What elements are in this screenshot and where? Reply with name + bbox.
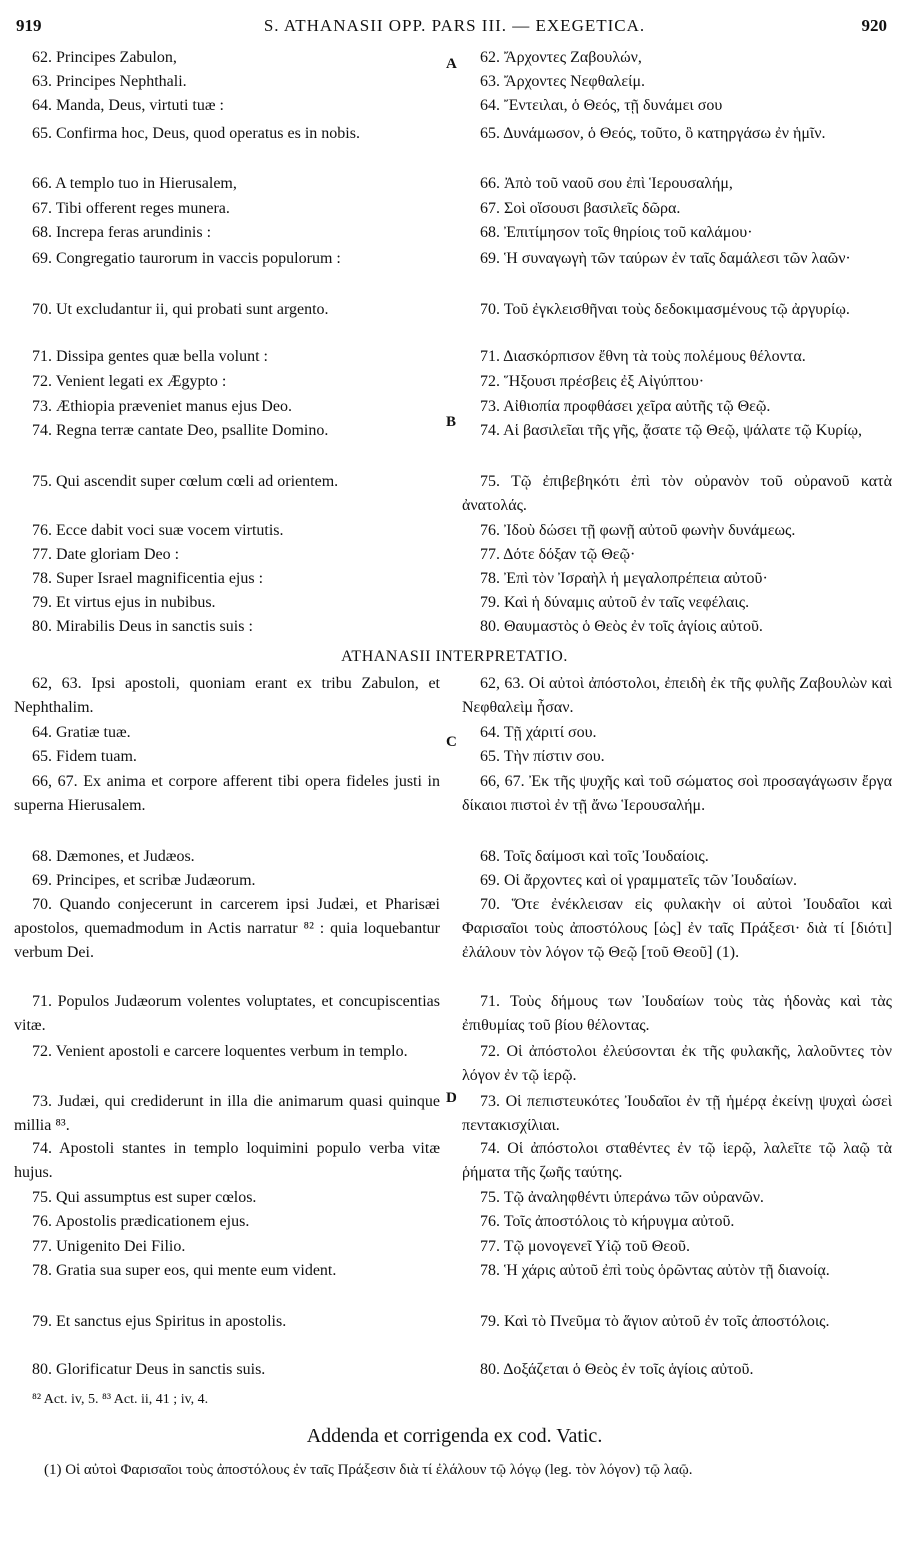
- greek-column-cell: [462, 745, 892, 769]
- greek-verse-text: 77. Δότε δόξαν τῷ Θεῷ·: [480, 546, 636, 563]
- latin-verse-text: 78. Super Israel magnificentia ejus :: [32, 570, 264, 587]
- latin-column-cell: [14, 1210, 440, 1234]
- greek-verse-text: 71. Τοὺς δήμους των Ἰουδαίων τοὺς τὰς ἡδονὰς καὶ τὰς ἐπιθυμίας τοῦ βίου θέλοντας.: [462, 993, 892, 1034]
- greek-verse-text: 63. Ἄρχοντες Νεφθαλείμ.: [480, 73, 646, 90]
- greek-verse-text: 73. Αἰθιοπία προφθάσει χεῖρα αὐτῆς τῷ Θεῷ.: [480, 398, 771, 415]
- latin-column-cell: [14, 1259, 440, 1283]
- greek-verse-text: 74. Αἱ βασιλεῖαι τῆς γῆς, ᾄσατε τῷ Θεῷ, ψάλατε τῷ Κυρίῳ,: [480, 422, 863, 439]
- greek-verse-text: 70. Τοῦ ἐγκλεισθῆναι τοὺς δεδοκιμασμένους τῷ ἀργυρίῳ.: [480, 301, 850, 318]
- latin-column-cell: [14, 122, 440, 146]
- latin-verse-text: 64. Manda, Deus, virtuti tuæ :: [32, 97, 224, 114]
- greek-column-cell: [462, 893, 892, 965]
- greek-verse-text: 77. Τῷ μονογενεῖ Υἱῷ τοῦ Θεοῦ.: [480, 1238, 690, 1255]
- latin-column-cell: [14, 94, 440, 118]
- latin-column-cell: [14, 1310, 440, 1334]
- latin-verse-text: 77. Unigenito Dei Filio.: [32, 1238, 186, 1255]
- latin-column-cell: [14, 197, 440, 221]
- latin-column-cell: [14, 893, 440, 965]
- latin-column-cell: [14, 470, 440, 494]
- greek-column-cell: [462, 543, 892, 567]
- greek-verse-text: 76. Τοῖς ἀποστόλοις τὸ κήρυγμα αὐτοῦ.: [480, 1213, 735, 1230]
- latin-verse-text: 79. Et virtus ejus in nubibus.: [32, 594, 216, 611]
- latin-verse-text: 76. Ecce dabit voci suæ vocem virtutis.: [32, 522, 284, 539]
- margin-mark-b: B: [446, 414, 457, 430]
- greek-column-cell: [462, 197, 892, 221]
- greek-verse-text: 71. Διασκόρπισον ἔθνη τὰ τοὺς πολέμους θέλοντα.: [480, 348, 806, 365]
- latin-column-cell: [14, 70, 440, 94]
- latin-column-cell: [14, 567, 440, 591]
- margin-mark-c: C: [446, 734, 457, 750]
- greek-column-cell: [462, 1210, 892, 1234]
- latin-verse-text: 77. Date gloriam Deo :: [32, 546, 180, 563]
- latin-verse-text: 69. Principes, et scribæ Judæorum.: [32, 872, 256, 889]
- page-number-right: 920: [861, 16, 887, 35]
- greek-verse-text: 72. Ἥξουσι πρέσβεις ἐξ Αἰγύπτου·: [480, 373, 705, 390]
- latin-column-cell: [14, 845, 440, 869]
- margin-mark-a: A: [446, 56, 457, 72]
- latin-column-cell: [14, 519, 440, 543]
- greek-verse-text: 78. Ἐπὶ τὸν Ἰσραὴλ ἡ μεγαλοπρέπεια αὐτοῦ·: [480, 570, 768, 587]
- greek-column-cell: [462, 990, 892, 1038]
- latin-column-cell: [14, 1090, 440, 1138]
- latin-verse-text: 63. Principes Nephthali.: [32, 73, 187, 90]
- greek-column-cell: [462, 298, 892, 322]
- greek-column-cell: [462, 247, 892, 271]
- greek-verse-text: 76. Ἰδοὺ δώσει τῇ φωνῇ αὐτοῦ φωνὴν δυνάμεως.: [480, 522, 796, 539]
- margin-mark-d: D: [446, 1090, 457, 1106]
- greek-verse-text: 62, 63. Οἱ αὐτοὶ ἀπόστολοι, ἐπειδὴ ἐκ τῆς φυλῆς Ζαβουλὼν καὶ Νεφθαλεὶμ ἦσαν.: [462, 675, 892, 716]
- greek-column-cell: [462, 615, 892, 639]
- latin-column-cell: [14, 1040, 440, 1064]
- page-number-left: 919: [16, 16, 42, 35]
- latin-verse-text: 66. A templo tuo in Hierusalem,: [32, 175, 237, 192]
- greek-verse-text: 62. Ἄρχοντες Ζαβουλών,: [480, 49, 642, 66]
- greek-column-cell: [462, 1186, 892, 1210]
- latin-column-cell: [14, 370, 440, 394]
- greek-column-cell: [462, 1235, 892, 1259]
- latin-column-cell: [14, 1358, 440, 1382]
- greek-verse-text: 75. Τῷ ἀναληφθέντι ὑπεράνω τῶν οὐρανῶν.: [480, 1189, 764, 1206]
- latin-column-cell: [14, 721, 440, 745]
- greek-verse-text: 66, 67. Ἐκ τῆς ψυχῆς καὶ τοῦ σώματος σοὶ προσαγάγωσιν ἔργα δίκαιοι πιστοὶ ἐν τῇ ἄνω Ἱερουσαλήμ.: [462, 773, 892, 814]
- latin-column-cell: [14, 395, 440, 419]
- latin-verse-text: 73. Æthiopia præveniet manus ejus Deo.: [32, 398, 292, 415]
- greek-verse-text: 68. Ἐπιτίμησον τοῖς θηρίοις τοῦ καλάμου·: [480, 224, 753, 241]
- latin-verse-text: 76. Apostolis prædicationem ejus.: [32, 1213, 250, 1230]
- greek-verse-text: 75. Τῷ ἐπιβεβηκότι ἐπὶ τὸν οὐρανὸν τοῦ οὐρανοῦ κατὰ ἀνατολάς.: [462, 473, 892, 514]
- latin-verse-text: 74. Apostoli stantes in templo loquimini populo verba vitæ hujus.: [14, 1140, 440, 1181]
- greek-verse-text: 79. Καὶ ἡ δύναμις αὐτοῦ ἐν ταῖς νεφέλαις.: [480, 594, 750, 611]
- greek-column-cell: [462, 845, 892, 869]
- greek-column-cell: [462, 345, 892, 369]
- latin-column-cell: [14, 221, 440, 245]
- greek-verse-text: 80. Θαυμαστὸς ὁ Θεὸς ἐν τοῖς ἁγίοις αὐτοῦ.: [480, 618, 763, 635]
- running-title: S. ATHANASII OPP. PARS III. — EXEGETICA.: [263, 16, 646, 35]
- latin-column-cell: [14, 869, 440, 893]
- latin-verse-text: 69. Congregatio taurorum in vaccis populorum :: [32, 250, 341, 267]
- greek-verse-text: 69. Ἡ συναγωγὴ τῶν ταύρων ἐν ταῖς δαμάλεσι τῶν λαῶν·: [480, 250, 851, 267]
- greek-column-cell: [462, 519, 892, 543]
- latin-verse-text: 80. Glorificatur Deus in sanctis suis.: [32, 1361, 266, 1378]
- latin-column-cell: [14, 543, 440, 567]
- greek-column-cell: [462, 122, 892, 146]
- greek-column-cell: [462, 591, 892, 615]
- greek-verse-text: 68. Τοῖς δαίμοσι καὶ τοῖς Ἰουδαίοις.: [480, 848, 709, 865]
- greek-column-cell: [462, 1358, 892, 1382]
- greek-column-cell: [462, 770, 892, 818]
- greek-verse-text: 73. Οἱ πεπιστευκότες Ἰουδαῖοι ἐν τῇ ἡμέρᾳ ἐκείνῃ ψυχαὶ ὡσεὶ πεντακισχίλιαι.: [462, 1093, 892, 1134]
- greek-verse-text: 64. Τῇ χάριτί σου.: [480, 724, 597, 741]
- greek-column-cell: [462, 172, 892, 196]
- latin-verse-text: 67. Tibi offerent reges munera.: [32, 200, 230, 217]
- latin-verse-text: 68. Dæmones, et Judæos.: [32, 848, 195, 865]
- greek-verse-text: 65. Δυνάμωσον, ὁ Θεός, τοῦτο, ὃ κατηργάσω ἐν ἡμῖν.: [480, 125, 826, 142]
- greek-column-cell: [462, 470, 892, 518]
- greek-verse-text: 70. Ὅτε ἐνέκλεισαν εἰς φυλακὴν οἱ αὐτοὶ Ἰουδαῖοι καὶ Φαρισαῖοι τοὺς ἀποστόλους [ὡς] ἐν ταῖς Πράξεσι· διὰ τί [διότι] ἐλάλουν τὸν λόγον τῷ Θεῷ [τοῦ Θεοῦ] (1).: [462, 896, 892, 961]
- latin-verse-text: 62. Principes Zabulon,: [32, 49, 177, 66]
- addenda-note: (1) Οἱ αὐτοὶ Φαρισαῖοι τοὺς ἀποστόλους ἐν ταῖς Πράξεσιν διὰ τί ἐλάλουν τῷ λόγῳ (leg. τὸν λόγον) τῷ λαῷ.: [44, 1462, 693, 1478]
- greek-column-cell: [462, 419, 892, 443]
- latin-column-cell: [14, 46, 440, 70]
- greek-verse-text: 79. Καὶ τὸ Πνεῦμα τὸ ἅγιον αὐτοῦ ἐν τοῖς ἀποστόλοις.: [480, 1313, 830, 1330]
- latin-verse-text: 72. Venient apostoli e carcere loquentes verbum in templo.: [32, 1043, 408, 1060]
- latin-verse-text: 73. Judæi, qui crediderunt in illa die animarum quasi quinque millia ⁸³.: [14, 1093, 440, 1134]
- latin-column-cell: [14, 1186, 440, 1210]
- latin-column-cell: [14, 298, 440, 322]
- latin-column-cell: [14, 419, 440, 443]
- latin-verse-text: 68. Increpa feras arundinis :: [32, 224, 212, 241]
- latin-verse-text: 62, 63. Ipsi apostoli, quoniam erant ex tribu Zabulon, et Nephthalim.: [14, 675, 440, 716]
- greek-column-cell: [462, 721, 892, 745]
- greek-verse-text: 72. Οἱ ἀπόστολοι ἐλεύσονται ἐκ τῆς φυλακῆς, λαλοῦντες τὸν λόγον ἐν τῷ ἱερῷ.: [462, 1043, 892, 1084]
- latin-verse-text: 72. Venient legati ex Ægypto :: [32, 373, 227, 390]
- latin-column-cell: [14, 1235, 440, 1259]
- greek-verse-text: 74. Οἱ ἀπόστολοι σταθέντες ἐν τῷ ἱερῷ, λαλεῖτε τῷ λαῷ τὰ ῥήματα τῆς ζωῆς ταύτης.: [462, 1140, 892, 1181]
- latin-verse-text: 70. Quando conjecerunt in carcerem ipsi Judæi, et Pharisæi apostolos, quemadmodum in Actis narratur ⁸² : quia loquebantur verbum Dei.: [14, 896, 440, 961]
- latin-verse-text: 71. Dissipa gentes quæ bella volunt :: [32, 348, 268, 365]
- greek-verse-text: 64. Ἔντειλαι, ὁ Θεός, τῇ δυνάμει σου: [480, 97, 723, 114]
- greek-column-cell: [462, 567, 892, 591]
- greek-column-cell: [462, 1259, 892, 1283]
- greek-column-cell: [462, 1090, 892, 1138]
- latin-verse-text: 75. Qui assumptus est super cœlos.: [32, 1189, 257, 1206]
- latin-verse-text: 70. Ut excludantur ii, qui probati sunt argento.: [32, 301, 329, 318]
- latin-verse-text: 71. Populos Judæorum volentes voluptates, et concupiscentias vitæ.: [14, 993, 440, 1034]
- greek-column-cell: [462, 395, 892, 419]
- greek-column-cell: [462, 221, 892, 245]
- latin-verse-text: 79. Et sanctus ejus Spiritus in apostolis.: [32, 1313, 287, 1330]
- latin-column-cell: [14, 1137, 440, 1185]
- greek-verse-text: 66. Ἀπὸ τοῦ ναοῦ σου ἐπὶ Ἱερουσαλήμ,: [480, 175, 733, 192]
- latin-column-cell: [14, 247, 440, 271]
- latin-column-cell: [14, 672, 440, 720]
- latin-verse-text: 66, 67. Ex anima et corpore afferent tibi opera fideles justi in superna Hierusalem.: [14, 773, 440, 814]
- section-title: ATHANASII INTERPRETATIO.: [341, 648, 568, 665]
- greek-verse-text: 80. Δοξάζεται ὁ Θεὸς ἐν τοῖς ἁγίοις αὐτοῦ.: [480, 1361, 754, 1378]
- latin-column-cell: [14, 615, 440, 639]
- latin-column-cell: [14, 745, 440, 769]
- greek-column-cell: [462, 1040, 892, 1088]
- greek-column-cell: [462, 869, 892, 893]
- greek-column-cell: [462, 70, 892, 94]
- latin-column-cell: [14, 172, 440, 196]
- latin-verse-text: 75. Qui ascendit super cœlum cœli ad orientem.: [32, 473, 339, 490]
- greek-column-cell: [462, 46, 892, 70]
- greek-column-cell: [462, 94, 892, 118]
- greek-verse-text: 78. Ἡ χάρις αὐτοῦ ἐπὶ τοὺς ὁρῶντας αὐτὸν τῇ διανοίᾳ.: [480, 1262, 830, 1279]
- latin-column-cell: [14, 591, 440, 615]
- greek-verse-text: 69. Οἱ ἄρχοντες καὶ οἱ γραμματεῖς τῶν Ἰουδαίων.: [480, 872, 798, 889]
- latin-verse-text: 74. Regna terræ cantate Deo, psallite Domino.: [32, 422, 329, 439]
- greek-verse-text: 67. Σοὶ οἴσουσι βασιλεῖς δῶρα.: [480, 200, 681, 217]
- latin-column-cell: [14, 770, 440, 818]
- greek-column-cell: [462, 370, 892, 394]
- latin-verse-text: 64. Gratiæ tuæ.: [32, 724, 131, 741]
- latin-column-cell: [14, 345, 440, 369]
- greek-column-cell: [462, 672, 892, 720]
- addenda-title: Addenda et corrigenda ex cod. Vatic.: [306, 1425, 603, 1447]
- greek-column-cell: [462, 1310, 892, 1334]
- latin-verse-text: 80. Mirabilis Deus in sanctis suis :: [32, 618, 253, 635]
- latin-verse-text: 65. Confirma hoc, Deus, quod operatus es in nobis.: [32, 125, 360, 142]
- footnotes: ⁸² Act. iv, 5. ⁸³ Act. ii, 41 ; iv, 4.: [32, 1392, 209, 1407]
- greek-column-cell: [462, 1137, 892, 1185]
- latin-verse-text: 78. Gratia sua super eos, qui mente eum vident.: [32, 1262, 337, 1279]
- latin-verse-text: 65. Fidem tuam.: [32, 748, 137, 765]
- latin-column-cell: [14, 990, 440, 1038]
- greek-verse-text: 65. Τὴν πίστιν σου.: [480, 748, 605, 765]
